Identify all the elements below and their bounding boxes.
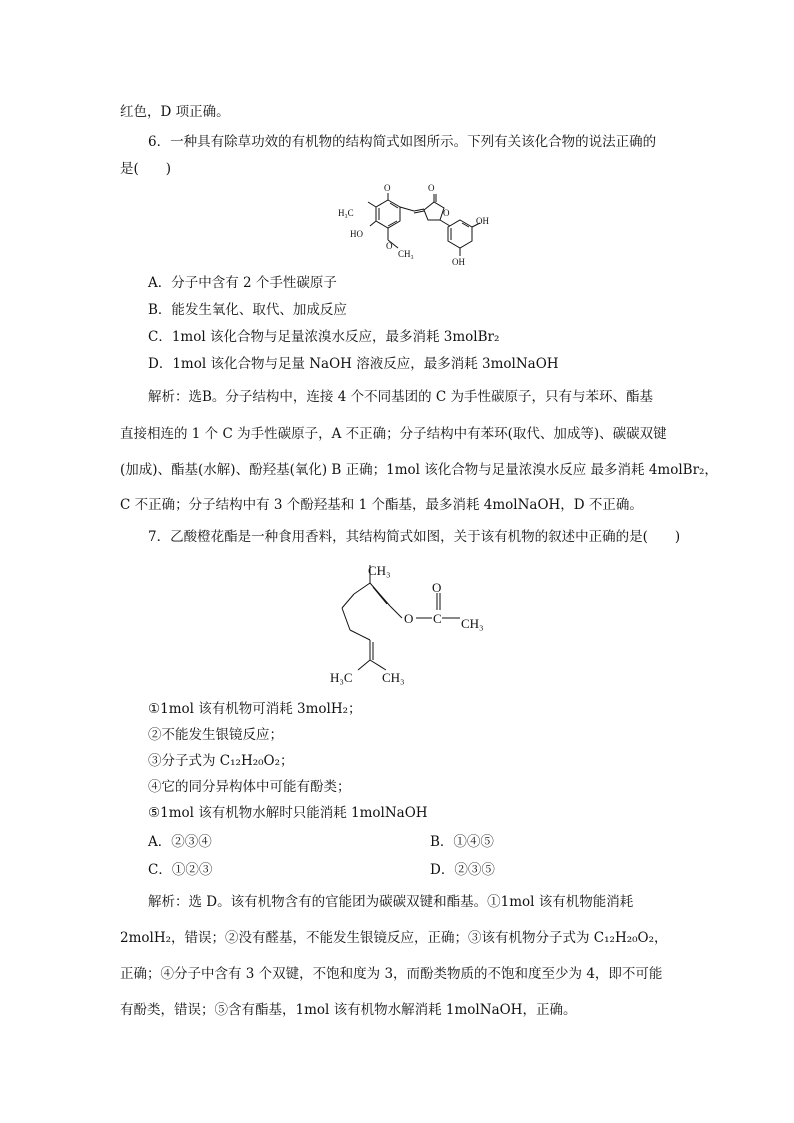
carbonyl-oxygen-label: O xyxy=(428,183,435,193)
option-a: A．②③④ xyxy=(148,834,212,850)
answer-explanation-cont: (加成)、酯基(水解)、酚羟基(氧化) B 正确；1mol 该化合物与足量浓溴水反应 最多消耗 4molBr₂， xyxy=(120,462,718,478)
answer-explanation-cont: 直接相连的 1 个 C 为手性碳原子，A 不正确；分子结构中有苯环(取代、加成等)、碳碳双键 xyxy=(120,426,667,442)
methyl-label: CH₃ xyxy=(398,249,414,259)
q7-structure-diagram xyxy=(320,548,520,688)
text-line: 红色，D 项正确。 xyxy=(120,104,230,120)
methoxy-oxygen-label: O xyxy=(384,183,391,193)
methyl-label: H₃C xyxy=(330,670,353,685)
carbonyl-carbon-label: C xyxy=(433,611,442,626)
option-d: D．②③⑤ xyxy=(430,862,495,878)
statement-4: ④它的同分异构体中可能有酚类； xyxy=(148,779,351,795)
answer-explanation: 解析：选 D。该有机物含有的官能团为碳碳双键和酯基。①1mol 该有机物能消耗 xyxy=(148,894,634,910)
methyl-label: CH₃ xyxy=(368,563,391,578)
ring-oxygen-label: O xyxy=(443,208,450,218)
answer-explanation: 解析：选B。分子结构中，连接 4 个不同基团的 C 为手性碳原子，只有与苯环、酯基 xyxy=(148,389,654,405)
option-c: C．1mol 该化合物与足量浓溴水反应，最多消耗 3molBr₂ xyxy=(148,329,500,345)
statement-2: ②不能发生银镜反应； xyxy=(148,727,283,743)
answer-explanation-cont: C 不正确；分子结构中有 3 个酚羟基和 1 个酯基，最多消耗 4molNaOH，D 不正确。 xyxy=(120,497,643,513)
hydroxyl-label: HO xyxy=(350,229,363,239)
q6-structure-diagram xyxy=(330,180,500,270)
answer-explanation-cont: 正确；④分子中含有 3 个双键，不饱和度为 3，而酚类物质的不饱和度至少为 4，即不可能 xyxy=(120,966,663,982)
answer-explanation-cont: 2molH₂，错误；②没有醛基，不能发生银镜反应，正确；③该有机物分子式为 C₁₂H₂₀O₂， xyxy=(120,930,668,946)
question-6-stem-cont: 是( ) xyxy=(120,161,172,177)
statement-5: ⑤1mol 该有机物水解时只能消耗 1molNaOH xyxy=(148,805,428,821)
question-7-stem: 7．乙酸橙花酯是一种食用香料，其结构简式如图，关于该有机物的叙述中正确的是( ) xyxy=(148,529,681,545)
question-6-stem: 6．一种具有除草功效的有机物的结构简式如图所示。下列有关该化合物的说法正确的 xyxy=(148,134,657,150)
statement-1: ①1mol 该有机物可消耗 3molH₂； xyxy=(148,701,362,717)
answer-explanation-cont: 有酚类，错误；⑤含有酯基，1mol 该有机物水解消耗 1molNaOH，正确。 xyxy=(120,1002,577,1018)
option-c: C．①②③ xyxy=(148,862,213,878)
statement-3: ③分子式为 C₁₂H₂₀O₂； xyxy=(148,753,294,769)
methyl-label: CH₃ xyxy=(461,616,484,631)
methyl-label: CH₃ xyxy=(382,670,405,685)
carbonyl-oxygen-label: O xyxy=(432,580,442,595)
option-b: B．①④⑤ xyxy=(430,834,494,850)
hydroxyl-label: OH xyxy=(452,257,465,267)
option-a: A．分子中含有 2 个手性碳原子 xyxy=(148,275,337,291)
ester-oxygen-label: O xyxy=(404,611,414,626)
methoxy-oxygen-label: O xyxy=(386,241,393,251)
option-b: B．能发生氧化、取代、加成反应 xyxy=(148,302,347,318)
h3c-label: H₃C xyxy=(338,208,354,218)
hydroxyl-label: OH xyxy=(476,216,489,226)
option-d: D．1mol 该化合物与足量 NaOH 溶液反应，最多消耗 3molNaOH xyxy=(148,356,559,372)
